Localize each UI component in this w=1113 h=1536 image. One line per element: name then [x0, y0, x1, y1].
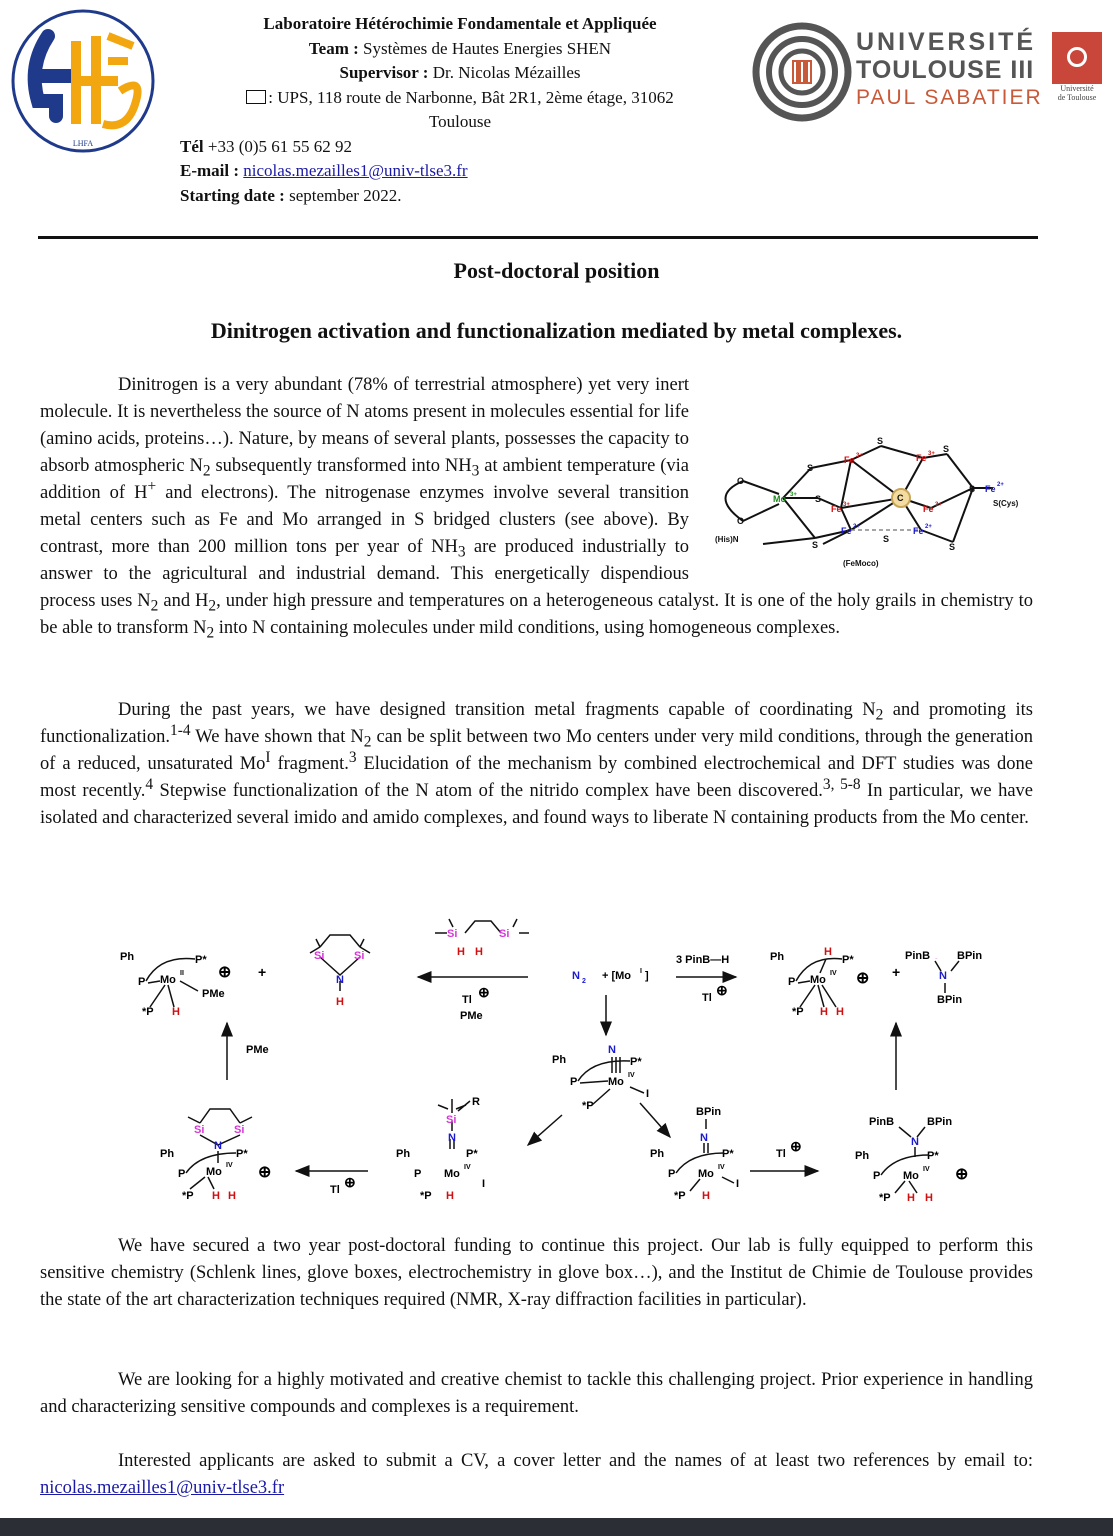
email-link[interactable]: nicolas.mezailles1@univ-tlse3.fr — [243, 161, 468, 180]
svg-text:S: S — [877, 436, 884, 446]
svg-text:P*: P* — [722, 1148, 734, 1160]
svg-text:Fe: Fe — [916, 453, 927, 463]
svg-text:Si: Si — [314, 950, 325, 962]
svg-text:S: S — [969, 484, 976, 494]
svg-text:P: P — [788, 976, 796, 988]
svg-text:S: S — [943, 444, 950, 454]
svg-text:P*: P* — [236, 1148, 248, 1160]
svg-text:+: + — [258, 964, 267, 980]
svg-text:3 PinB—H: 3 PinB—H — [676, 954, 730, 966]
svg-text:H: H — [336, 996, 344, 1008]
svg-text:S: S — [949, 542, 956, 552]
svg-text:*P: *P — [182, 1190, 194, 1202]
svg-text:H: H — [475, 946, 483, 958]
svg-text:3+: 3+ — [790, 492, 797, 498]
svg-text:+ [Mo: + [Mo — [602, 970, 632, 982]
svg-text:Tl: Tl — [462, 994, 472, 1006]
svg-text:Mo: Mo — [608, 1076, 624, 1088]
svg-text:BPin: BPin — [927, 1116, 953, 1128]
tris-borylamine — [905, 950, 982, 1006]
svg-text:Fe: Fe — [913, 526, 924, 536]
svg-text:P*: P* — [927, 1150, 939, 1162]
svg-text:3+: 3+ — [843, 502, 850, 508]
svg-text:P*: P* — [630, 1056, 642, 1068]
svg-text:H: H — [457, 946, 465, 958]
paragraph-4: We are looking for a highly motivated and creative chemist to tackle this challenging project. Prior experience in handling and characterizing sensitive compounds and complexes is a requirement. — [40, 1370, 1033, 1417]
complex-boryl-imido — [650, 1106, 739, 1202]
complex-silyl-amido — [160, 1109, 271, 1202]
complex-mo-ii — [120, 951, 231, 1018]
tel-line: Tél +33 (0)5 61 55 62 92 — [180, 136, 353, 156]
svg-text:BPin: BPin — [957, 950, 983, 962]
svg-text:S: S — [815, 494, 822, 504]
svg-text:H: H — [907, 1192, 915, 1204]
femoco-figure — [703, 426, 1033, 576]
svg-text:*P: *P — [420, 1190, 432, 1202]
svg-text:S(Cys): S(Cys) — [993, 499, 1019, 508]
svg-text:Si: Si — [354, 950, 365, 962]
team-line: Team : Systèmes de Hautes Energies SHEN — [308, 38, 612, 58]
svg-text:H: H — [824, 946, 832, 958]
svg-text:S: S — [883, 534, 890, 544]
svg-text:3+: 3+ — [935, 502, 942, 508]
document-title: Dinitrogen activation and functionalization mediated by metal complexes. — [210, 318, 903, 343]
svg-text:H: H — [228, 1190, 236, 1202]
svg-text:Mo: Mo — [698, 1168, 714, 1180]
svg-text:S: S — [812, 540, 819, 550]
svg-text:Tl: Tl — [702, 992, 712, 1004]
svg-text:N: N — [911, 1136, 919, 1148]
svg-text:BPin: BPin — [696, 1106, 722, 1118]
svg-text:2+: 2+ — [925, 524, 932, 530]
svg-text:Mo: Mo — [160, 974, 176, 986]
svg-text:I: I — [482, 1178, 486, 1190]
svg-text:S: S — [807, 463, 814, 473]
univ-line2: TOULOUSE III — [856, 56, 1035, 84]
svg-text:⊕: ⊕ — [790, 1138, 802, 1154]
svg-text:Fe: Fe — [844, 455, 855, 465]
svg-text:H: H — [925, 1192, 933, 1204]
svg-text:Si: Si — [447, 928, 458, 940]
svg-text:N: N — [608, 1044, 616, 1056]
svg-text:3+: 3+ — [928, 451, 935, 457]
lab-name: Laboratoire Hétérochimie Fondamentale et Appliquée — [263, 14, 657, 33]
svg-text:⊕: ⊕ — [955, 1166, 969, 1183]
svg-text:(FeMoco): (FeMoco) — [843, 559, 879, 568]
svg-text:Fe: Fe — [841, 526, 852, 536]
svg-text:Ph: Ph — [855, 1150, 870, 1162]
svg-text:P*: P* — [195, 954, 207, 966]
svg-text:LHFA: LHFA — [72, 139, 94, 148]
svg-text:H: H — [172, 1006, 180, 1018]
svg-text:Mo: Mo — [444, 1168, 460, 1180]
header-divider — [38, 236, 1038, 239]
svg-text:H: H — [820, 1006, 828, 1018]
svg-text:Mo: Mo — [810, 974, 826, 986]
start-date-line: Starting date : september 2022. — [180, 185, 402, 205]
svg-text:PinB: PinB — [869, 1116, 895, 1128]
svg-text:N: N — [572, 970, 580, 982]
svg-text:PMe: PMe — [460, 1010, 483, 1022]
svg-text:Ph: Ph — [396, 1148, 411, 1160]
disilane-reagent — [435, 919, 529, 958]
bottom-bar — [0, 1518, 1113, 1536]
paragraph-3: We have secured a two year post-doctoral funding to continue this project. Our lab is fully equipped to perform this sensitive chemistry (Schlenk lines, glove boxes, electrochemistry in glove box…), and the Institut de Chimie de Toulouse provides the state of the art characterization techniques required (NMR, X-ray diffraction facilities in particular). — [40, 1236, 1033, 1310]
svg-text:IV: IV — [718, 1164, 725, 1171]
svg-text:IV: IV — [464, 1164, 471, 1171]
svg-text:H: H — [702, 1190, 710, 1202]
contact-email-link[interactable]: nicolas.mezailles1@univ-tlse3.fr — [40, 1478, 285, 1498]
address-city: Toulouse — [428, 112, 492, 131]
svg-text:Mo: Mo — [206, 1166, 222, 1178]
position-heading: Post-doctoral position — [453, 258, 660, 283]
svg-text:Ph: Ph — [160, 1148, 175, 1160]
svg-text:O: O — [737, 476, 745, 486]
svg-text:Tl: Tl — [776, 1148, 786, 1160]
svg-text:Fe: Fe — [831, 504, 842, 514]
svg-text:Mo: Mo — [903, 1170, 919, 1182]
complex-diboryl-amido — [855, 1116, 968, 1204]
svg-text:N: N — [939, 970, 947, 982]
complex-mo-iv-dihydride — [770, 946, 869, 1018]
svg-text:Fe: Fe — [923, 504, 934, 514]
paragraph-1: C O O Mo 3+ Fe 3+ Fe 3+ Fe 3+ Fe 3+ Fe 2+ Fe 2+ Fe 2+ S S S S S S S S (His)N S(Cys) (FeMoco) Dinitrogen is a very abundant (78% of terrestrial atmosphere) yet very inert molecule. It is nevertheless the source of N atoms present in molecules essential for life (amino acids, proteins…). Nature, by means of several plants, possesses the capacity to absorb atmospheric $N_2$ subsequently transformed into $NH_3$ at ambient temperature (via addition of H+ and electrons). The nitrogenase enzymes involve several transition metal centers such as Fe and Mo arranged in S bridged clusters (see above). By contrast, more than 200 million tons per year of $NH_3$ are produced industrially to answer to the agricultural and industrial demand. This energetically dispendious process uses $N_2$ and $H_2$, under high pressure and temperatures on a heterogeneous catalyst. It is one of the holy grails in chemistry to be able to transform $N_2$ into N containing molecules under mild conditions, using homogeneous complexes. — [40, 375, 1034, 642]
ut3-emblem-icon — [752, 22, 852, 122]
svg-text:P*: P* — [842, 954, 854, 966]
svg-text:PinB: PinB — [935, 959, 938, 960]
svg-text:I: I — [640, 968, 642, 975]
svg-text:3+: 3+ — [856, 453, 863, 459]
svg-text:I: I — [646, 1088, 650, 1100]
svg-text:*P: *P — [879, 1192, 891, 1204]
svg-text:I: I — [736, 1178, 740, 1190]
svg-text:Ph: Ph — [120, 951, 135, 963]
svg-text:IV: IV — [830, 970, 837, 977]
svg-text:⊕: ⊕ — [218, 964, 232, 981]
svg-text:H: H — [446, 1190, 454, 1202]
svg-text:*P: *P — [582, 1100, 594, 1112]
svg-text:O: O — [737, 516, 745, 526]
svg-text:Si: Si — [234, 1124, 245, 1136]
svg-text:*P: *P — [142, 1006, 154, 1018]
header-contact — [180, 12, 740, 208]
svg-text:Si: Si — [446, 1114, 457, 1126]
svg-text:Ph: Ph — [552, 1054, 567, 1066]
svg-text:IV: IV — [226, 1162, 233, 1169]
nitrido-complex — [552, 1044, 649, 1112]
svg-text:Ph: Ph — [770, 951, 785, 963]
svg-text:BPin: BPin — [937, 994, 963, 1006]
svg-text:*P: *P — [674, 1190, 686, 1202]
svg-text:2+: 2+ — [997, 482, 1004, 488]
reaction-scheme — [110, 905, 1010, 1215]
svg-text:P*: P* — [466, 1148, 478, 1160]
svg-text:N: N — [448, 1132, 456, 1144]
svg-text:P: P — [668, 1168, 676, 1180]
svg-text:Mo: Mo — [773, 494, 786, 504]
svg-text:PMe: PMe — [202, 988, 225, 1000]
svg-text:]: ] — [645, 970, 649, 982]
svg-text:⊕: ⊕ — [344, 1174, 356, 1190]
address-line: : UPS, 118 route de Narbonne, Bât 2R1, 2ème étage, 31062 — [180, 86, 740, 111]
svg-text:IV: IV — [628, 1072, 635, 1079]
svg-text:Ph: Ph — [650, 1148, 665, 1160]
svg-text:P: P — [414, 1168, 422, 1180]
svg-text:*P: *P — [792, 1006, 804, 1018]
svg-text:P: P — [178, 1168, 186, 1180]
svg-text:⊕: ⊕ — [478, 984, 490, 1000]
ut3-logo — [752, 22, 1104, 122]
udt-badge: Université de Toulouse — [1052, 32, 1102, 112]
silazane — [310, 935, 370, 1008]
paragraph-5: Interested applicants are asked to submit a CV, a cover letter and the names of at least two references by email to: nicolas.mezailles1@univ-tlse3.fr — [40, 1451, 1033, 1498]
univ-line3: PAUL SABATIER — [856, 86, 1043, 109]
svg-text:+: + — [892, 964, 901, 980]
svg-text:(His)N: (His)N — [715, 535, 739, 544]
svg-text:2+: 2+ — [853, 524, 860, 530]
svg-text:N: N — [214, 1140, 222, 1152]
svg-text:II: II — [180, 970, 184, 977]
svg-text:⊕: ⊕ — [856, 970, 870, 987]
svg-text:Tl: Tl — [330, 1184, 340, 1196]
svg-text:Si: Si — [194, 1124, 205, 1136]
svg-text:⊕: ⊕ — [716, 982, 728, 998]
svg-text:P: P — [138, 976, 146, 988]
univ-line1: UNIVERSITÉ — [856, 28, 1037, 56]
svg-text:H: H — [836, 1006, 844, 1018]
lhfa-logo — [8, 6, 158, 156]
mail-icon — [246, 90, 266, 104]
svg-text:PMe: PMe — [246, 1044, 269, 1056]
svg-text:PinB: PinB — [905, 950, 931, 962]
svg-text:H: H — [212, 1190, 220, 1202]
paragraph-2: During the past years, we have designed transition metal fragments capable of coordinating $N_2$ and promoting its functionalization.$^{1-4}$ We have shown that $N_2$ can be split between two Mo centers under very mild conditions, through the generation of a reduced, unsaturated $Mo^I$ fragment.$^3$ Elucidation of the mechanism by combined electrochemical and DFT studies was done most recently.$^4$ Stepwise functionalization of the N atom of the nitrido complex have been discovered.$^{3, 5-8}$ In particular, we have isolated and characterized several imido and amido complexes, and found ways to liberate N containing products from the Mo center. — [40, 700, 1033, 828]
svg-text:2: 2 — [582, 978, 586, 985]
svg-text:⊕: ⊕ — [258, 1164, 272, 1181]
email-line: E-mail : nicolas.mezailles1@univ-tlse3.fr — [180, 161, 468, 180]
svg-text:N: N — [336, 974, 344, 986]
svg-text:Fe: Fe — [985, 484, 996, 494]
svg-text:N: N — [700, 1132, 708, 1144]
supervisor-line: Supervisor : Dr. Nicolas Mézailles — [339, 63, 581, 82]
complex-silyl-imido — [396, 1096, 485, 1202]
svg-text:R: R — [472, 1096, 480, 1108]
svg-text:Si: Si — [499, 928, 510, 940]
svg-text:C: C — [897, 493, 904, 503]
svg-text:P: P — [570, 1076, 578, 1088]
svg-text:P: P — [873, 1170, 881, 1182]
svg-text:IV: IV — [923, 1166, 930, 1173]
